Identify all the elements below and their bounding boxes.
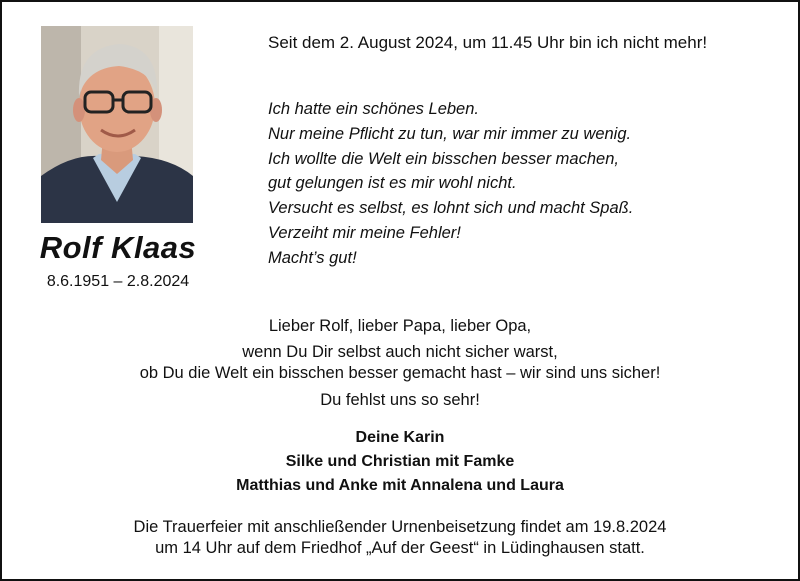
- poem: [268, 97, 633, 271]
- message-line: Lieber Rolf, lieber Papa, lieber Opa,: [268, 317, 532, 335]
- message-line: wenn Du Dir selbst auch nicht sicher warst,: [242, 343, 558, 361]
- poem-line: Versucht es selbst, es lohnt sich und macht Spaß.: [268, 199, 634, 218]
- life-dates: 8.6.1951 – 2.8.2024: [46, 273, 190, 290]
- ceremony-info-line: Die Trauerfeier mit anschließender Urnenbeisetzung findet am 19.8.2024: [133, 518, 667, 536]
- deceased-name: Rolf Klaas: [39, 230, 197, 265]
- message-line: ob Du die Welt ein bisschen besser gemacht hast – wir sind uns sicher!: [139, 364, 661, 382]
- poem-line: Verzeiht mir meine Fehler!: [268, 223, 461, 242]
- family-line: Matthias und Anke mit Annalena und Laura: [236, 477, 564, 494]
- ceremony-info-line: um 14 Uhr auf dem Friedhof „Auf der Geest“ in Lüdinghausen statt.: [155, 539, 645, 557]
- poem-line: Nur meine Pflicht zu tun, war mir immer zu wenig.: [268, 124, 632, 143]
- portrait-photo: [41, 26, 193, 223]
- family-line: Silke und Christian mit Famke: [285, 453, 515, 470]
- poem-line: Ich hatte ein schönes Leben.: [268, 100, 479, 118]
- poem-line: Ich wollte die Welt ein bisschen besser machen,: [268, 149, 619, 168]
- portrait-illustration: [41, 26, 193, 223]
- poem-line: gut gelungen ist es mir wohl nicht.: [268, 174, 517, 193]
- poem-line: Macht’s gut!: [268, 248, 357, 267]
- headline: Seit dem 2. August 2024, um 11.45 Uhr bin ich nicht mehr!: [268, 33, 708, 52]
- family-line: Deine Karin: [355, 429, 445, 446]
- message-line: Du fehlst uns so sehr!: [320, 391, 480, 409]
